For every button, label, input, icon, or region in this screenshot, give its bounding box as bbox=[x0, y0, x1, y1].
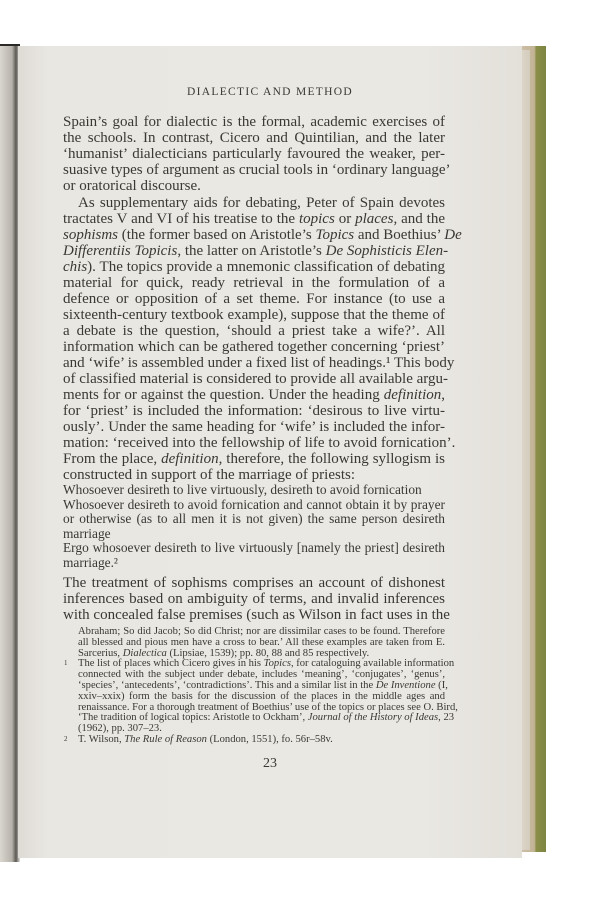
text-run: tractates V and VI of his treatise to the bbox=[63, 211, 299, 227]
syllogism-quote-line: Ergo whosoever desireth to live virtuously [namely the priest] desireth bbox=[63, 540, 445, 556]
body-text-line bbox=[63, 575, 445, 591]
body-text-line bbox=[63, 387, 445, 403]
footnote-line bbox=[78, 691, 445, 702]
body-text-line bbox=[63, 114, 445, 130]
body-text-line bbox=[63, 291, 445, 307]
body-text-line bbox=[63, 130, 445, 146]
text-run: sixteenth-century textbook example), suppose that the theme of bbox=[63, 307, 445, 323]
syllogism-quote-line: or otherwise (as to all men it is not given) the same person desireth bbox=[63, 511, 445, 527]
page-number: 23 bbox=[263, 756, 277, 771]
text-run: information which can be gathered together concerning ‘priest’ bbox=[63, 339, 445, 355]
text-run: and ‘wife’ is assembled under a fixed list of headings.¹ This body bbox=[63, 355, 455, 371]
body-text-line bbox=[63, 275, 445, 291]
text-run: a debate is the question, ‘should a priest take a wife?’. All bbox=[63, 323, 445, 339]
text-run: the schools. In contrast, Cicero and Quintilian, and the later bbox=[63, 130, 445, 146]
text-run: with concealed false premises (such as Wilson in fact uses in the bbox=[63, 607, 450, 623]
text-run: ously’. Under the same heading for ‘wife’ is included the infor- bbox=[63, 419, 445, 435]
text-run: xxiv–xxix) form the basis for the discussion of the places in the middle ages and bbox=[78, 690, 445, 702]
italic-text: De Inventione bbox=[375, 680, 436, 691]
text-run: for ‘priest’ is included the information: ‘desirous to live virtu- bbox=[63, 403, 445, 419]
text-run: of classified material is considered to provide all available argu- bbox=[63, 371, 448, 387]
footnote-line bbox=[78, 712, 455, 724]
text-run: From the place, bbox=[63, 451, 162, 467]
text-run: or oratorical discourse. bbox=[63, 178, 201, 194]
text-run: The list of places which Cicero gives in his bbox=[78, 658, 264, 670]
running-header: DIALECTIC AND METHOD bbox=[187, 86, 353, 98]
syllogism-quote-line: marriage bbox=[63, 525, 111, 541]
body-text-line bbox=[63, 371, 448, 387]
footnote-line bbox=[64, 658, 455, 670]
text-run: material for quick, ready retrieval in the formulation of a bbox=[63, 275, 445, 291]
book-page bbox=[18, 46, 522, 858]
text-run: or bbox=[334, 211, 356, 227]
text-run: all blessed and pious men have a cross to bear.’ All these examples are taken from E. bbox=[78, 636, 445, 648]
footnote-line bbox=[64, 734, 445, 745]
body-text-line bbox=[63, 403, 445, 419]
text-run: inferences based on ambiguity of terms, and invalid inferences bbox=[63, 591, 445, 607]
body-text-line bbox=[63, 591, 445, 607]
text-run: , 23 bbox=[438, 712, 455, 724]
text-run: ). The topics provide a mnemonic classification of debating bbox=[87, 259, 445, 275]
text-run: , and the bbox=[393, 211, 445, 227]
text-run: renaissance. For a thorough treatment of Boethius’ use of the topics or places see O. Bird, bbox=[78, 701, 458, 713]
body-text-line bbox=[63, 451, 445, 467]
italic-text: definition bbox=[383, 387, 442, 403]
body-text-line bbox=[63, 467, 445, 483]
footnote-marker: 2 bbox=[64, 735, 68, 743]
body-text-line bbox=[63, 607, 450, 623]
italic-text: De Sophisticis Elen- bbox=[325, 243, 449, 259]
body-text-line bbox=[63, 323, 445, 339]
italic-text: sophisms bbox=[63, 227, 119, 243]
text-run: ments for or against the question. Under the heading bbox=[63, 387, 384, 403]
body-text-line bbox=[63, 227, 462, 243]
body-text-line bbox=[63, 211, 445, 227]
italic-text: Journal of the History of Ideas bbox=[307, 712, 439, 724]
text-run: (London, 1551), fo. 56r–58v. bbox=[206, 734, 333, 745]
italic-text: topics bbox=[298, 211, 335, 227]
text-run: (Lipsiae, 1539); pp. 80, 88 and 85 respectively. bbox=[166, 647, 370, 659]
body-text-line bbox=[63, 178, 445, 194]
italic-text: chis bbox=[63, 259, 88, 275]
body-text-line bbox=[63, 339, 445, 355]
text-run: , bbox=[441, 387, 445, 403]
text-run: T. Wilson, bbox=[78, 734, 125, 745]
footnote-line bbox=[78, 723, 445, 734]
footnote-marker: 1 bbox=[64, 659, 68, 668]
italic-text: De bbox=[444, 227, 462, 243]
syllogism-quote-line: Whosoever desireth to live virtuously, desireth to avoid fornication bbox=[63, 482, 422, 497]
text-run: ‘The tradition of logical topics: Aristotle to Ockham’, bbox=[78, 712, 308, 724]
footnote-line bbox=[78, 701, 458, 713]
text-run: Abraham; So did Jacob; So did Christ; nor are dissimilar cases to be found. Therefore bbox=[78, 626, 445, 637]
text-run: (the former based on Aristotle’s bbox=[118, 227, 316, 243]
italic-text: Topics bbox=[315, 227, 355, 243]
body-text-line bbox=[63, 355, 455, 371]
italic-text: places bbox=[355, 211, 394, 227]
footnote-line bbox=[78, 680, 448, 691]
body-text-line bbox=[63, 243, 449, 259]
text-run: ‘species’, ‘antecedents’, ‘contradictions’. This and a similar list in the bbox=[78, 680, 376, 691]
body-text-line bbox=[63, 162, 451, 178]
italic-text: Topics bbox=[263, 658, 291, 670]
italic-text: Differentiis Topicis bbox=[63, 243, 178, 259]
italic-text: definition bbox=[161, 451, 219, 467]
italic-text: Dialectica bbox=[122, 647, 167, 659]
text-run: suasive types of argument as crucial tools in ‘ordinary language’ bbox=[63, 162, 451, 178]
footnote-line bbox=[78, 626, 445, 637]
body-text-line bbox=[63, 307, 445, 323]
footnote-line bbox=[78, 637, 445, 648]
text-run: , therefore, the following syllogism is bbox=[218, 451, 445, 467]
text-run: The treatment of sophisms comprises an account of dishonest bbox=[63, 575, 445, 591]
body-text-line bbox=[78, 195, 445, 211]
text-run: defence or opposition of a set theme. For instance (to use a bbox=[63, 291, 445, 307]
text-run: , for cataloguing available information bbox=[290, 658, 455, 670]
text-run: (I, bbox=[435, 680, 448, 691]
syllogism-quote-line: marriage.² bbox=[63, 555, 118, 570]
body-text-line bbox=[63, 435, 456, 451]
text-run: Spain’s goal for dialectic is the formal, academic exercises of bbox=[63, 114, 445, 130]
text-run: constructed in support of the marriage of priests: bbox=[63, 467, 356, 483]
text-run: (1962), pp. 307–23. bbox=[78, 723, 162, 735]
body-text-line bbox=[63, 419, 445, 435]
footnote-line bbox=[78, 648, 445, 659]
text-run: ‘humanist’ dialecticians particularly favoured the weaker, per- bbox=[63, 146, 445, 162]
text-run: mation: ‘received into the fellowship of life to avoid fornication’. bbox=[63, 435, 456, 451]
italic-text: The Rule of Reason bbox=[124, 734, 207, 745]
text-run: Sarcerius, bbox=[78, 647, 123, 659]
text-run: connected with the subject under debate, includes ‘meaning’, ‘conjugates’, ‘genus’, bbox=[78, 669, 445, 681]
footnote-line bbox=[78, 669, 445, 680]
body-text-line bbox=[63, 146, 445, 162]
body-text-line bbox=[63, 259, 445, 275]
book-cover-left-edge bbox=[0, 44, 20, 862]
text-run: and Boethius’ bbox=[354, 227, 445, 243]
syllogism-quote-line: Whosoever desireth to avoid fornication and cannot obtain it by prayer bbox=[63, 496, 445, 512]
text-run: As supplementary aids for debating, Peter of Spain devotes bbox=[78, 195, 445, 211]
text-run: , the latter on Aristotle’s bbox=[177, 243, 326, 259]
